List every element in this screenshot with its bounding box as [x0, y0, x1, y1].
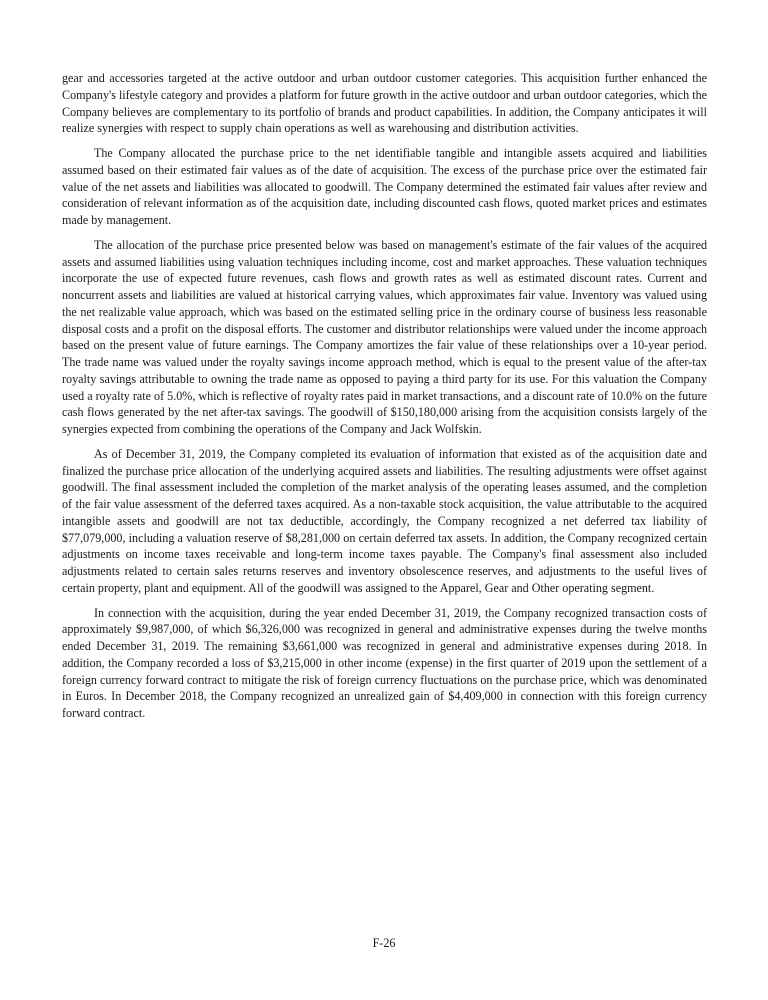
paragraph-finalized-allocation: As of December 31, 2019, the Company completed its evaluation of information that existed as of the acquisition date and finalized the purchase price allocation of the underlying acquired assets and liabilities. The resulting adjustments were offset against goodwill. The final assessment included the completion of the market analysis of the operating leases assumed, and the completion of the fair value assessment of the deferred taxes acquired. As a non-taxable stock acquisition, the value attributable to the acquired intangible assets and goodwill are not tax deductible, accordingly, the Company recognized a net deferred tax liability of $77,079,000, including a valuation reserve of $8,281,000 on certain deferred tax assets. In addition, the Company recognized certain adjustments on income taxes receivable and long-term income taxes payable. The Company's final assessment also included adjustments related to certain sales returns reserves and inventory obsolescence reserves, and adjustments to the useful lives of certain property, plant and equipment. All of the goodwill was assigned to the Apparel, Gear and Other operating segment.: [62, 446, 707, 595]
paragraph-continuation: gear and accessories targeted at the active outdoor and urban outdoor customer categories. This acquisition further enhanced the Company's lifestyle category and provides a platform for future growth in the active outdoor and urban outdoor categories, which the Company believes are complementary to its portfolio of brands and product capabilities. In addition, the Company anticipates it will realize synergies with respect to supply chain operations as well as warehousing and distribution activities.: [62, 71, 707, 136]
document-body: [62, 70, 707, 730]
paragraph-valuation-techniques: The allocation of the purchase price presented below was based on management's estimate of the fair values of the acquired assets and assumed liabilities using valuation techniques including income, cost and market approaches. These valuation techniques incorporate the use of expected future revenues, cash flows and growth rates as well as estimated discount rates. Current and noncurrent assets and liabilities are valued at historical carrying values, which approximates fair value. Inventory was valued using the net realizable value approach, which was based on the estimated selling price in the ordinary course of business less reasonable disposal costs and a profit on the disposal efforts. The customer and distributor relationships were valued under the income approach based on the present value of future earnings. The Company amortizes the fair value of these relationships over a 10-year period. The trade name was valued under the royalty savings income approach method, which is equal to the present value of the after-tax royalty savings attributable to owning the trade name as opposed to paying a third party for its use. For this valuation the Company used a royalty rate of 5.0%, which is reflective of royalty rates paid in market transactions, and a discount rate of 10.0% on the future cash flows generated by the net after-tax savings. The goodwill of $150,180,000 arising from the acquisition consists largely of the synergies expected from combining the operations of the Company and Jack Wolfskin.: [62, 237, 707, 436]
paragraph-purchase-price-allocation: The Company allocated the purchase price to the net identifiable tangible and intangible assets acquired and liabilities assumed based on their estimated fair values as of the date of acquisition. The excess of the purchase price over the estimated fair value of the net assets and liabilities was allocated to goodwill. The Company determined the estimated fair values after review and consideration of relevant information as of the acquisition date, including discounted cash flows, quoted market prices and estimates made by management.: [62, 146, 707, 227]
paragraph-transaction-costs: In connection with the acquisition, during the year ended December 31, 2019, the Company recognized transaction costs of approximately $9,987,000, of which $6,326,000 was recognized in general and administrative expenses during the twelve months ended December 31, 2019. The remaining $3,661,000 was recognized in general and administrative expenses during 2018. In addition, the Company recorded a loss of $3,215,000 in other income (expense) in the first quarter of 2019 upon the settlement of a foreign currency forward contract to mitigate the risk of foreign currency fluctuations on the purchase price, which was denominated in Euros. In December 2018, the Company recognized an unrealized gain of $4,409,000 in connection with this foreign currency forward contract.: [62, 605, 707, 720]
page-number: F-26: [372, 936, 396, 950]
